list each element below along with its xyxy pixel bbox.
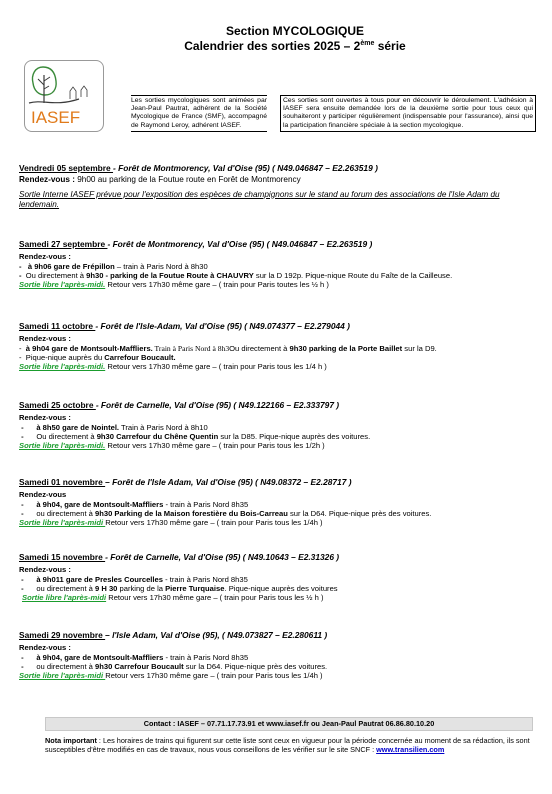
outing-item [19,240,534,289]
rdv-time: 9 H 30 [95,583,118,593]
outing-place: – Forêt de l'Isle Adam, Val d'Oise (95) ( N49.08372 – E2.28717 ) [105,477,352,487]
rdv-label: Rendez-vous [19,490,67,500]
rdv-text: 9h00 au parking de la Foutue route en Forêt de Montmorency [77,175,301,185]
bullet-dash: - [21,508,24,518]
bullet-dash: - [19,261,22,271]
rdv-station: à 9h04, gare de Montsoult-Maffliers [36,499,164,509]
page-subtitle [150,39,440,53]
return-text: Retour vers 17h30 même gare – ( train pour Paris tous les 1/4h ) [105,518,323,528]
bullet-dash: - [19,352,22,362]
rdv-train: – train à Paris Nord à 8h30 [114,261,208,271]
outing-item [19,401,534,450]
outing-date: Samedi 01 novembre [19,477,106,487]
return-line [19,441,534,450]
subtitle-text: Calendrier des sorties 2025 – 2 [184,39,361,53]
bullet-dash: - [21,422,24,432]
outing-place: - Forêt de Carnelle, Val d'Oise (95) ( N49.122166 – E2.333797 ) [95,400,340,410]
info-box-left: Les sorties mycologiques sont animées par Jean-Paul Pautrat, adhérent de la Société Mycologique de France (SMF), accompagné de Raymond Leroy, adhérent IASEF. [131,95,267,132]
logo-text: IASEF [31,108,81,127]
rdv-station: à 8h50 gare de Nointel. [36,422,120,432]
rdv-label: Rendez-vous : [19,643,71,653]
outing-date: Samedi 27 septembre [19,239,108,249]
rdv-line [19,353,534,362]
rdv-station: à 9h06 gare de Frépillon [27,261,115,271]
info-box-right: Ces sorties sont ouvertes à tous pour en découvrir le déroulement. L'adhésion à IASEF sera ensuite demandée lors de la deuxième sortie pour tous ceux qui souhaiteront y participer régulièrement (indispensable pour l'assurance), ainsi que la participation financière spéciale à la section mycologique. [280,95,536,132]
return-line [19,518,534,527]
bullet-dash: - [19,270,22,280]
rdv-prefix: ou directement à [36,583,96,593]
rdv-line [19,271,534,280]
outing-item [19,478,534,527]
outing-date: Samedi 15 novembre [19,552,106,562]
rdv-details: sur la D64. Pique-nique près des voitures. [287,508,432,518]
free-afternoon-label: Sortie libre l'après-midi. [19,362,106,372]
outing-place: - Forêt de Carnelle, Val d'Oise (95) ( N49.10643 – E2.31326 ) [105,552,340,562]
outing-item [19,631,534,680]
footer-note [45,736,535,754]
page-title: Section MYCOLOGIQUE [225,24,364,38]
outing-date: Samedi 25 octobre [19,400,96,410]
outing-item [19,164,534,210]
rdv-prefix: Ou directement à [36,431,97,441]
rdv-details: . Pique-nique auprès des voitures [224,583,338,593]
outing-item [19,322,534,371]
bullet-dash: - [21,431,24,441]
outing-date: Vendredi 05 septembre [19,163,114,173]
rdv-prefix: ou directement à [36,508,96,518]
outing-heading [19,478,534,487]
rdv-train: - train à Paris Nord 8h35 [163,499,249,509]
rdv-prefix: Pique-nique auprès du [25,352,105,362]
return-text: Retour vers 17h30 même gare – ( train pour Paris toutes les ½ h ) [105,280,329,290]
outing-heading [19,553,534,562]
rdv-meeting-point: Carrefour Boucault. [104,352,176,362]
return-line [19,593,534,602]
rdv-label: Rendez-vous : [19,565,71,575]
outing-heading [19,240,534,249]
free-afternoon-label: Sortie libre l'après-midi [22,593,107,603]
iasef-logo [24,60,104,132]
bullet-dash: - [21,661,24,671]
rdv-meeting-point: 9h30 - parking de la Foutue Route à CHAUVRY [86,270,254,280]
rdv-line [19,423,534,432]
return-line [19,671,534,680]
rdv-text: parking de la [117,583,166,593]
bullet-dash: - [21,583,24,593]
rdv-prefix: Ou directement à [25,270,87,280]
free-afternoon-label: Sortie libre l'après-midi. [19,441,106,451]
transilien-link[interactable]: www.transilien.com [376,745,445,754]
rdv-line [19,432,534,441]
rdv-train: - train à Paris Nord 8h35 [162,574,248,584]
outing-place: - Forêt de Montmorency, Val d'Oise (95) ( N49.046847 – E2.263519 ) [113,163,378,173]
rdv-station: à 9h04 gare de Montsoult-Maffliers. [25,343,153,353]
rdv-line [19,344,534,353]
bullet-dash: - [19,343,22,353]
rdv-label: Rendez-vous : [19,252,71,262]
rdv-prefix: ou directement à [36,661,96,671]
return-line [19,280,534,289]
rdv-line [19,575,534,584]
note-text: : Les horaires de trains qui figurent sur cette liste sont ceux en vigueur pour la période concernée au moment de sa rédaction, ils sont susceptibles d'être modifiés en cas de travaux, nous vous conseillons de les vérifier sur le site SNCF : [45,736,530,754]
free-afternoon-label: Sortie libre l'après-midi [19,518,106,528]
outing-place: - Forêt de Montmorency, Val d'Oise (95) ( N49.046847 – E2.263519 ) [107,239,373,249]
rdv-meeting-point: 9h30 Parking de la Maison forestière du Bois-Carreau [95,508,288,518]
outing-heading [19,164,534,173]
contact-bar: Contact : IASEF – 07.71.17.73.91 et www.iasef.fr ou Jean-Paul Pautrat 06.86.80.10.20 [45,717,533,731]
rdv-label: Rendez-vous : [19,175,78,185]
subtitle-superscript: ème [360,40,375,47]
rdv-details: sur la D9. [402,343,437,353]
rdv-line [19,653,534,662]
rdv-meeting-point: 9h30 Carrefour du Chêne Quentin [96,431,219,441]
outing-date: Samedi 11 octobre [19,321,96,331]
subtitle-suffix: série [374,39,406,53]
bullet-dash: - [21,574,24,584]
free-afternoon-label: Sortie libre l'après-midi [19,671,106,681]
rdv-meeting-point: 9h30 Carrefour Boucault [95,661,184,671]
rdv-train: - train à Paris Nord 8h35 [163,652,249,662]
rdv-meeting-point: Pierre Turquaise [165,583,225,593]
outing-place: - Forêt de l'Isle-Adam, Val d'Oise (95) ( N49.074377 – E2.279044 ) [95,321,350,331]
note-label: Nota important [45,736,97,745]
outing-date: Samedi 29 novembre [19,630,106,640]
outing-note: Sortie Interne IASEF prévue pour l'exposition des espèces de champignons sur le stand au forum des associations de l'Isle Adam du lendemain. [19,189,500,209]
tree-logo-icon [25,61,103,131]
rdv-meeting-point: 9h30 parking de la Porte Baillet [289,343,403,353]
return-text: Retour vers 17h30 même gare – ( train pour Paris tous les 1/4 h ) [105,362,327,372]
rdv-line [19,662,534,671]
outing-heading [19,631,534,640]
return-text: Retour vers 17h30 même gare – ( train pour Paris tous les 1/4h ) [105,671,323,681]
outing-place: – l'Isle Adam, Val d'Oise (95), ( N49.073827 – E2.280611 ) [105,630,328,640]
rdv-line [19,175,534,184]
rdv-label: Rendez-vous : [19,334,71,344]
rdv-line [19,500,534,509]
return-text: Retour vers 17h30 même gare – ( train pour Paris tous les 1/2h ) [105,441,325,451]
rdv-line [19,262,534,271]
bullet-dash: - [21,499,24,509]
rdv-prefix: Ou directement à [229,343,290,353]
outing-item [19,553,534,602]
outing-heading [19,401,534,410]
rdv-train: Train à Paris Nord à 8h10 [119,422,208,432]
rdv-line [19,509,534,518]
rdv-details: sur la D64. Pique-nique près des voitures. [183,661,328,671]
rdv-line [19,584,534,593]
return-text: Retour vers 17h30 même gare – ( train pour Paris tous les ½ h ) [106,593,324,603]
rdv-station: à 9h04, gare de Montsoult-Maffliers [36,652,164,662]
return-line [19,362,534,371]
rdv-details: sur la D85. Pique-nique auprès des voitures. [218,431,371,441]
bullet-dash: - [21,652,24,662]
rdv-label: Rendez-vous : [19,413,71,423]
rdv-details: sur la D 192p. Pique-nique Route du Faîte de la Cailleuse. [253,270,453,280]
free-afternoon-label: Sortie libre l'après-midi. [19,280,106,290]
rdv-station: à 9h011 gare de Presles Courcelles [36,574,163,584]
outing-heading [19,322,534,331]
rdv-train: Train à Paris Nord à 8h3 [152,343,230,353]
